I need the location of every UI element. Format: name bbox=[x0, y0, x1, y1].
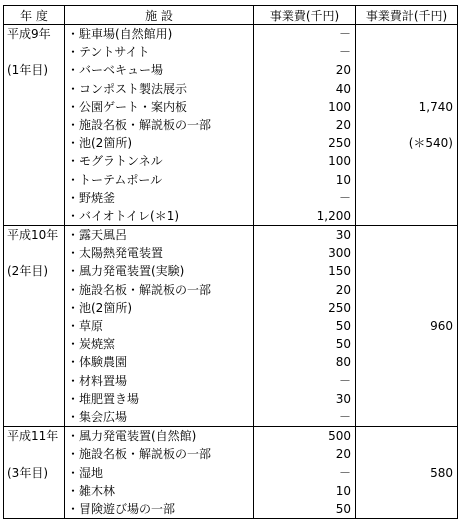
facility-name: ・草原 bbox=[67, 319, 104, 333]
facility-cost: 300 bbox=[328, 246, 351, 261]
total-cell bbox=[356, 427, 458, 519]
year-label: 平成11年 bbox=[7, 429, 59, 444]
facility-cost: 1,200 bbox=[316, 208, 351, 223]
facility-cell bbox=[65, 25, 254, 226]
facility-name: ・露天風呂 bbox=[67, 228, 128, 243]
year-label: (2年目) bbox=[7, 264, 48, 279]
cost-cell bbox=[254, 226, 356, 427]
facility-name: ・バイオトイレ(＊1) bbox=[67, 208, 180, 223]
facility-name: ・施設名板・解説板の一部 bbox=[67, 282, 212, 297]
header-cost: 事業費(千円) bbox=[254, 6, 356, 25]
total-value bbox=[356, 116, 457, 134]
facility-name: ・コンポスト製法展示 bbox=[67, 81, 188, 96]
facility-name: ・集会広場 bbox=[67, 409, 128, 424]
total-cell bbox=[356, 25, 458, 226]
facility-name: ・冒険遊び場の一部 bbox=[67, 501, 176, 516]
facility-name: ・堆肥置き場 bbox=[67, 391, 140, 406]
facility-name: ・炭焼窯 bbox=[67, 337, 116, 352]
year-group-row bbox=[4, 25, 458, 226]
facility-cost: － bbox=[338, 45, 351, 60]
facility-cost: 20 bbox=[335, 63, 351, 78]
facility-name: ・池(2箇所) bbox=[67, 136, 132, 151]
year-cell bbox=[4, 25, 65, 226]
facility-name: ・駐車場(自然館用) bbox=[67, 27, 173, 41]
facility-name: ・材料置場 bbox=[67, 373, 128, 388]
cost-cell bbox=[254, 427, 356, 519]
facility-cost: 20 bbox=[335, 117, 351, 132]
facility-name: ・公園ゲート・案内板 bbox=[67, 99, 188, 114]
facility-cost: 30 bbox=[335, 391, 351, 406]
year-label: (1年目) bbox=[7, 63, 48, 78]
facility-name: ・風力発電装置(実験) bbox=[67, 264, 185, 279]
facility-name: ・雑木林 bbox=[67, 483, 116, 498]
facility-cost: 80 bbox=[335, 355, 351, 370]
year-group-row bbox=[4, 427, 458, 519]
cost-cell bbox=[254, 25, 356, 226]
facility-cost: 150 bbox=[328, 264, 351, 279]
facility-cost: 50 bbox=[335, 337, 351, 352]
facility-name: ・風力発電装置(自然館) bbox=[67, 429, 197, 444]
facility-cell bbox=[65, 427, 254, 519]
facility-cost: 500 bbox=[328, 429, 351, 444]
facility-cost: 20 bbox=[335, 282, 351, 297]
total-value: 960 bbox=[430, 319, 453, 333]
facility-cost: 100 bbox=[328, 154, 351, 169]
facility-cost: 100 bbox=[328, 99, 351, 114]
facility-cost: － bbox=[338, 373, 351, 388]
total-value: 580 bbox=[430, 465, 453, 480]
year-label: 平成10年 bbox=[7, 228, 59, 243]
facility-cost: 10 bbox=[335, 483, 351, 498]
year-cell bbox=[4, 427, 65, 519]
total-cell bbox=[356, 226, 458, 427]
facility-name: ・バーベキュー場 bbox=[67, 63, 164, 78]
year-label bbox=[4, 445, 64, 463]
facility-cost: 40 bbox=[335, 81, 351, 96]
facility-name: ・施設名板・解説板の一部 bbox=[67, 447, 212, 462]
facility-name: ・テントサイト bbox=[67, 45, 150, 60]
facility-cost: 250 bbox=[328, 136, 351, 151]
facility-name: ・モグラトンネル bbox=[67, 154, 163, 169]
facility-cost: 50 bbox=[335, 319, 351, 333]
facility-cost: 50 bbox=[335, 501, 351, 516]
header-row bbox=[4, 6, 458, 25]
year-label bbox=[4, 43, 64, 61]
header-total: 事業費計(千円) bbox=[356, 6, 458, 25]
facility-cell bbox=[65, 226, 254, 427]
total-value: 1,740 bbox=[418, 99, 453, 114]
year-cell bbox=[4, 226, 65, 427]
year-label bbox=[4, 244, 64, 262]
year-label: (3年目) bbox=[7, 465, 48, 480]
facility-name: ・湿地 bbox=[67, 465, 104, 480]
header-year: 年 度 bbox=[4, 6, 65, 25]
header-facility: 施 設 bbox=[65, 6, 254, 25]
facility-name: ・太陽熱発電装置 bbox=[67, 246, 164, 261]
year-group-row bbox=[4, 226, 458, 427]
facility-name: ・池(2箇所) bbox=[67, 300, 132, 315]
facility-cost: 20 bbox=[335, 447, 351, 462]
year-label: 平成9年 bbox=[7, 27, 51, 41]
facility-name: ・施設名板・解説板の一部 bbox=[67, 117, 212, 132]
facility-cost: － bbox=[338, 465, 351, 480]
facility-cost: － bbox=[338, 409, 351, 424]
facility-cost: 30 bbox=[335, 228, 351, 243]
facility-cost: 10 bbox=[335, 172, 351, 187]
facility-name: ・体験農園 bbox=[67, 355, 128, 370]
facility-cost: 250 bbox=[328, 300, 351, 315]
facility-name: ・野焼釜 bbox=[67, 190, 116, 205]
facility-name: ・トーテムポール bbox=[67, 172, 163, 187]
facility-cost: － bbox=[338, 27, 351, 41]
total-value: (＊540) bbox=[408, 136, 453, 151]
facility-cost: － bbox=[338, 190, 351, 205]
project-cost-table bbox=[3, 5, 458, 519]
